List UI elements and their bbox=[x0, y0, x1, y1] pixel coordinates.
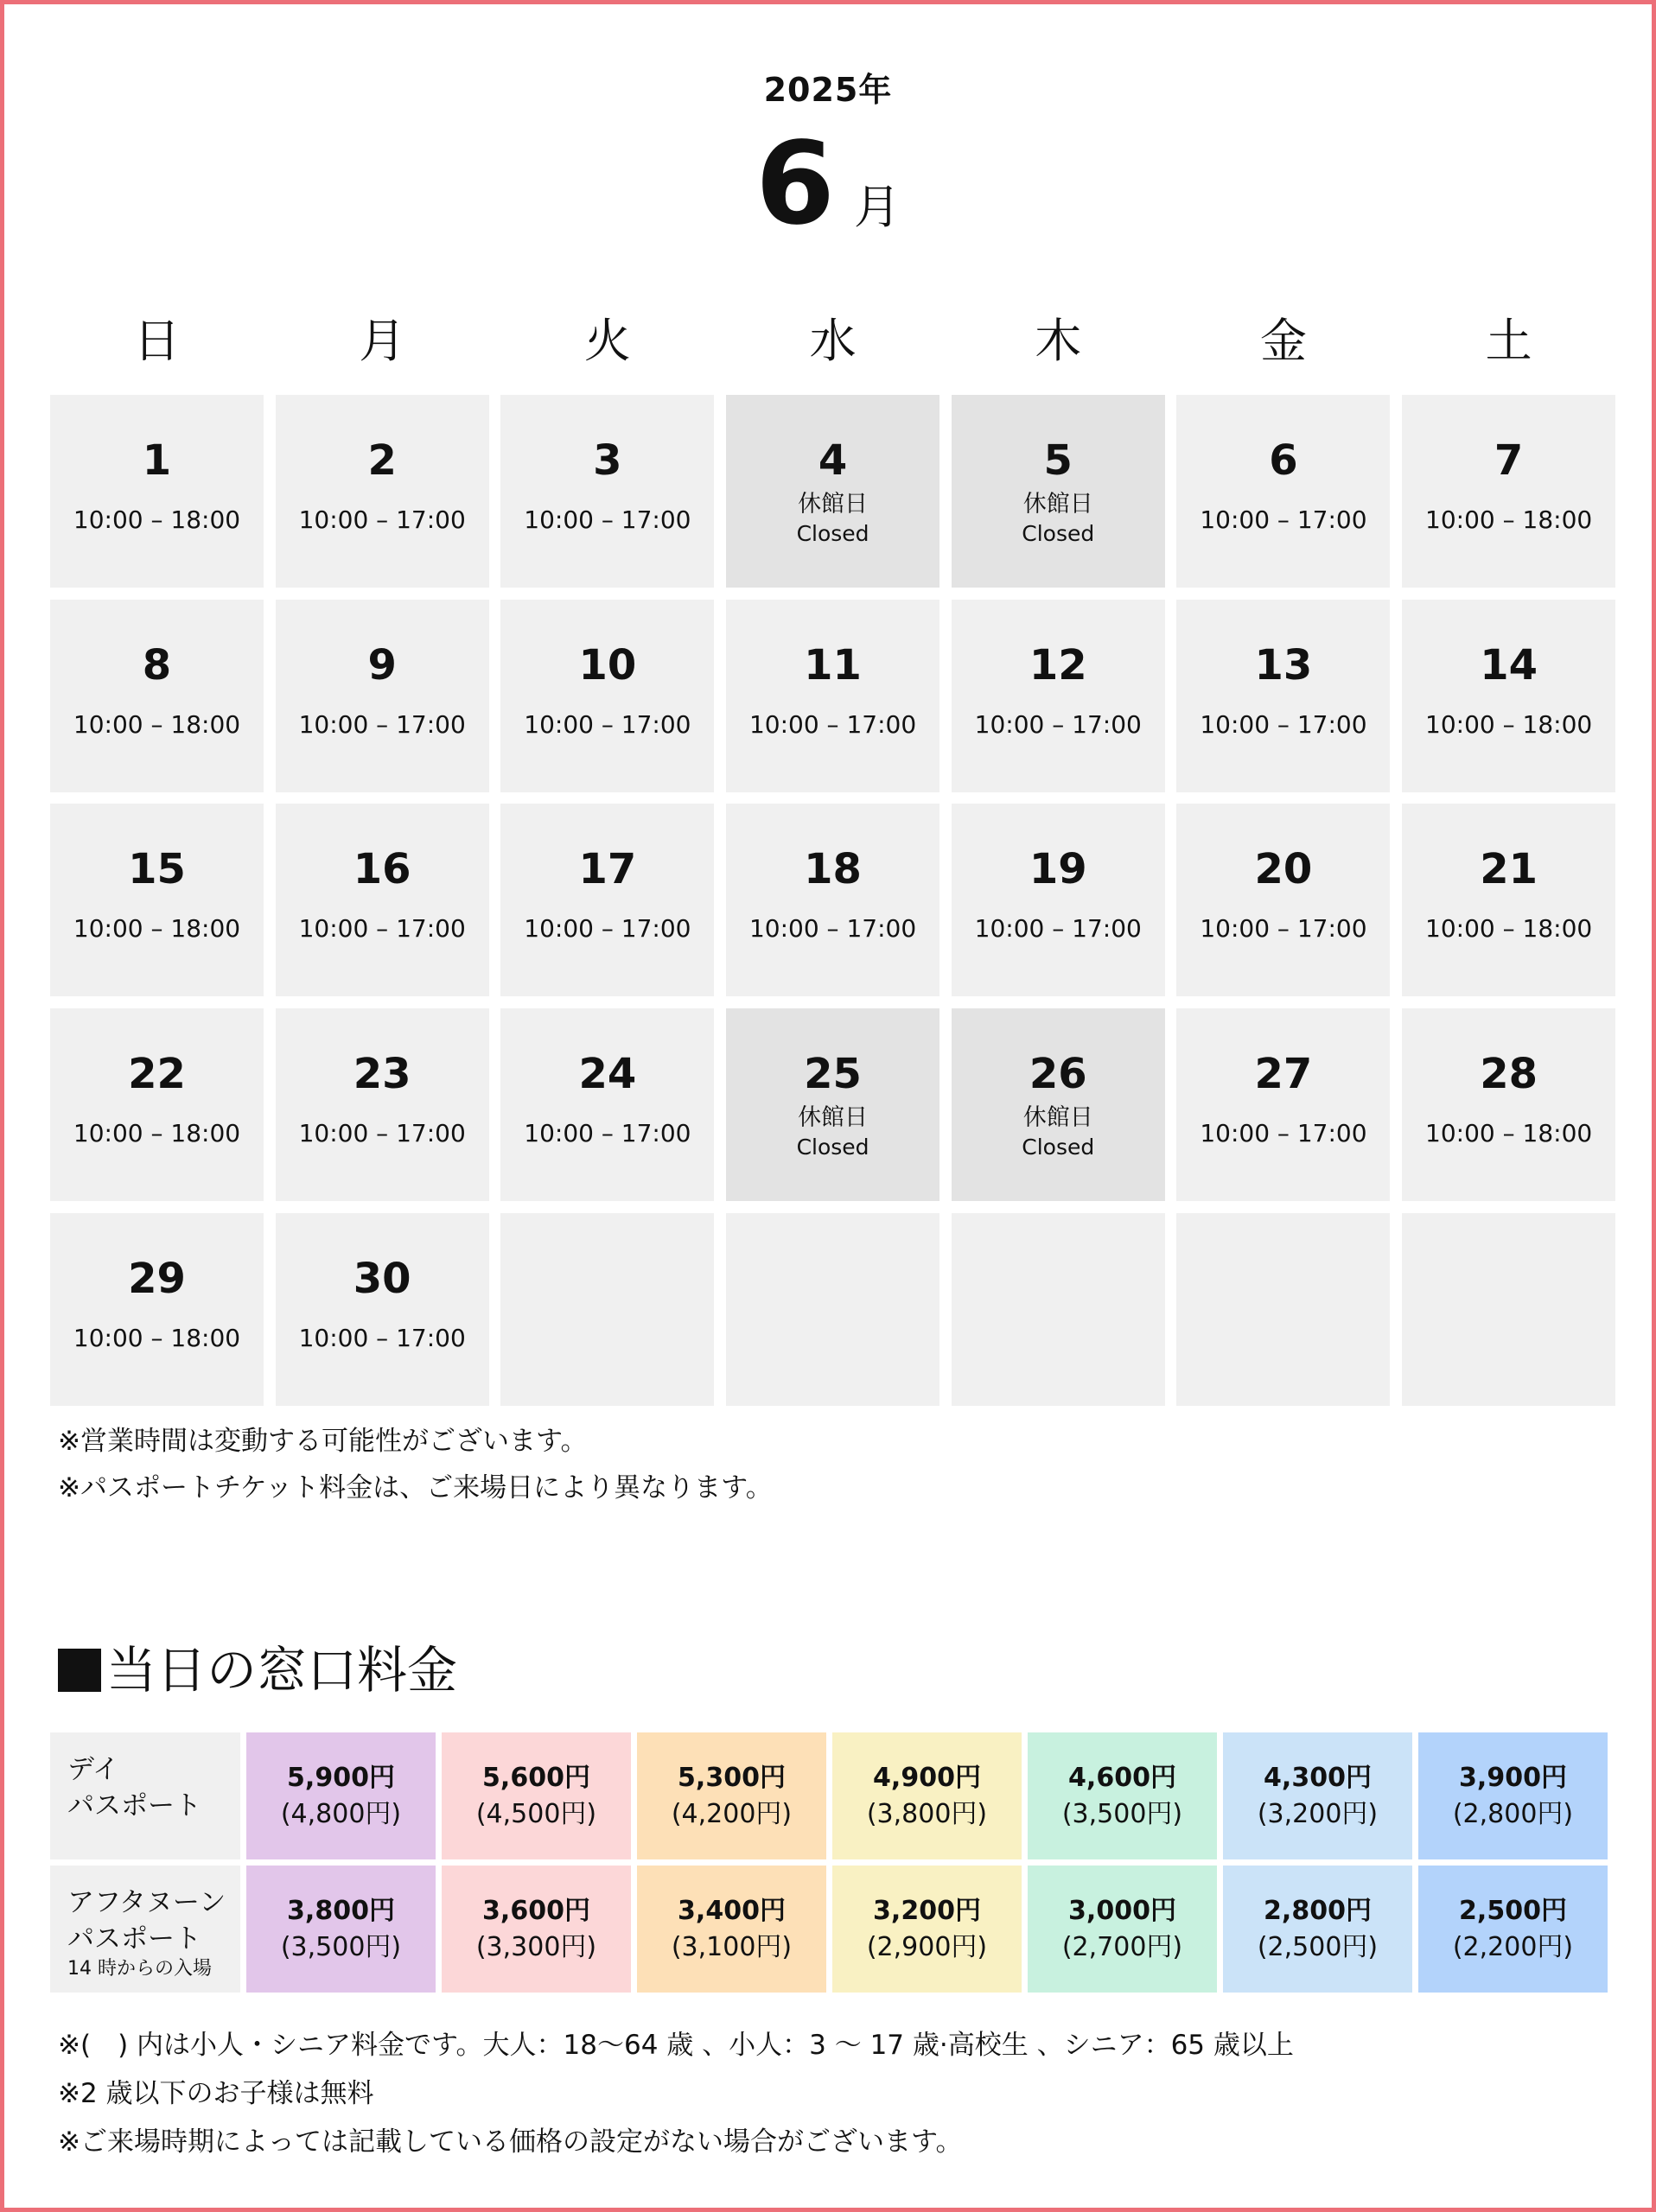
day-number: 23 bbox=[353, 1050, 411, 1099]
closed-label-en: Closed bbox=[1022, 1135, 1095, 1160]
day-cell[interactable] bbox=[726, 1008, 939, 1201]
opening-hours: 10:00 – 18:00 bbox=[73, 914, 241, 944]
opening-hours: 10:00 – 18:00 bbox=[73, 1323, 241, 1352]
opening-hours: 10:00 – 17:00 bbox=[1200, 914, 1367, 944]
child-senior-price: (3,100円) bbox=[671, 1931, 793, 1962]
adult-price: 3,000円 bbox=[1068, 1895, 1176, 1926]
price-cell bbox=[246, 1732, 436, 1859]
day-cell[interactable] bbox=[1402, 804, 1615, 996]
weekday-label: 水 bbox=[809, 314, 857, 368]
day-cell[interactable] bbox=[726, 804, 939, 996]
child-senior-price: (3,500円) bbox=[1061, 1798, 1183, 1829]
price-cell bbox=[637, 1866, 826, 1993]
adult-price: 4,300円 bbox=[1264, 1762, 1372, 1793]
day-number: 4 bbox=[818, 436, 848, 485]
adult-price: 4,600円 bbox=[1068, 1762, 1176, 1793]
day-number: 13 bbox=[1254, 640, 1313, 690]
day-number: 12 bbox=[1029, 640, 1087, 690]
opening-hours: 10:00 – 17:00 bbox=[298, 914, 466, 944]
day-cell[interactable] bbox=[500, 1008, 714, 1201]
opening-hours: 10:00 – 18:00 bbox=[73, 709, 241, 739]
price-cell bbox=[832, 1732, 1022, 1859]
day-cell[interactable] bbox=[1402, 395, 1615, 588]
child-senior-price: (4,500円) bbox=[475, 1798, 597, 1829]
day-cell[interactable] bbox=[1176, 804, 1390, 996]
day-number: 30 bbox=[353, 1254, 411, 1303]
day-cell[interactable] bbox=[1402, 600, 1615, 792]
day-number: 2 bbox=[367, 436, 397, 485]
price-cell bbox=[442, 1732, 631, 1859]
adult-price: 3,600円 bbox=[482, 1895, 590, 1926]
empty-day-cell bbox=[726, 1213, 939, 1406]
day-cell[interactable] bbox=[276, 395, 489, 588]
empty-day-cell bbox=[1402, 1213, 1615, 1406]
day-cell[interactable] bbox=[276, 804, 489, 996]
day-cell[interactable] bbox=[952, 600, 1165, 792]
opening-hours: 10:00 – 17:00 bbox=[974, 709, 1142, 739]
opening-hours: 10:00 – 18:00 bbox=[1425, 505, 1593, 534]
day-number: 25 bbox=[804, 1050, 862, 1099]
day-number: 27 bbox=[1254, 1050, 1313, 1099]
opening-hours: 10:00 – 17:00 bbox=[298, 1119, 466, 1148]
day-cell[interactable] bbox=[726, 395, 939, 588]
opening-hours: 10:00 – 17:00 bbox=[524, 709, 691, 739]
day-cell[interactable] bbox=[726, 600, 939, 792]
weekday-label: 月 bbox=[359, 314, 406, 368]
opening-hours: 10:00 – 17:00 bbox=[524, 1119, 691, 1148]
closed-label-jp: 休館日 bbox=[1022, 491, 1093, 518]
closed-label-en: Closed bbox=[796, 1135, 869, 1160]
day-number: 1 bbox=[142, 436, 172, 485]
price-cell bbox=[832, 1866, 1022, 1993]
weekday-label: 土 bbox=[1485, 314, 1532, 368]
adult-price: 4,900円 bbox=[873, 1762, 981, 1793]
day-cell[interactable] bbox=[1176, 1008, 1390, 1201]
adult-price: 3,200円 bbox=[873, 1895, 981, 1926]
day-number: 15 bbox=[128, 845, 186, 894]
day-number: 10 bbox=[578, 640, 637, 690]
month-heading bbox=[4, 118, 1652, 251]
weekday-label: 火 bbox=[583, 314, 631, 368]
day-cell[interactable] bbox=[500, 395, 714, 588]
opening-hours: 10:00 – 17:00 bbox=[524, 505, 691, 534]
day-cell[interactable] bbox=[952, 804, 1165, 996]
day-number: 11 bbox=[804, 640, 862, 690]
opening-hours: 10:00 – 17:00 bbox=[298, 709, 466, 739]
child-senior-price: (2,700円) bbox=[1061, 1931, 1183, 1962]
calendar-note: ※パスポートチケット料金は、ご来場日により異なります。 bbox=[58, 1472, 773, 1503]
adult-price: 3,400円 bbox=[678, 1895, 786, 1926]
price-cell bbox=[1028, 1732, 1217, 1859]
ticket-type-note: 14 時からの入場 bbox=[67, 1958, 212, 1980]
day-number: 7 bbox=[1494, 436, 1524, 485]
opening-hours: 10:00 – 18:00 bbox=[1425, 914, 1593, 944]
child-senior-price: (4,200円) bbox=[671, 1798, 793, 1829]
child-senior-price: (3,300円) bbox=[475, 1931, 597, 1962]
child-senior-price: (2,500円) bbox=[1257, 1931, 1379, 1962]
day-cell[interactable] bbox=[50, 600, 264, 792]
day-number: 28 bbox=[1480, 1050, 1538, 1099]
month-suffix: 月 bbox=[853, 180, 901, 234]
month-number: 6 bbox=[755, 118, 835, 251]
opening-hours: 10:00 – 18:00 bbox=[1425, 1119, 1593, 1148]
adult-price: 3,900円 bbox=[1459, 1762, 1567, 1793]
adult-price: 5,900円 bbox=[287, 1762, 395, 1793]
opening-hours: 10:00 – 17:00 bbox=[974, 914, 1142, 944]
day-number: 24 bbox=[578, 1050, 637, 1099]
square-bullet-icon bbox=[58, 1649, 101, 1692]
price-cell bbox=[442, 1866, 631, 1993]
day-cell[interactable] bbox=[500, 804, 714, 996]
price-cell bbox=[1223, 1866, 1412, 1993]
empty-day-cell bbox=[952, 1213, 1165, 1406]
opening-hours: 10:00 – 17:00 bbox=[1200, 1119, 1367, 1148]
ticket-type-line: パスポート bbox=[67, 1790, 201, 1821]
pricing-note: ※( ) 内は小人・シニア料金です。大人：18〜64 歳 、小人：3 〜 17 歳·高校生 、シニア：65 歳以上 bbox=[58, 2030, 1294, 2061]
opening-hours: 10:00 – 18:00 bbox=[1425, 709, 1593, 739]
day-number: 8 bbox=[142, 640, 172, 690]
opening-hours: 10:00 – 18:00 bbox=[73, 1119, 241, 1148]
child-senior-price: (4,800円) bbox=[280, 1798, 402, 1829]
child-senior-price: (3,500円) bbox=[280, 1931, 402, 1962]
day-number: 3 bbox=[593, 436, 622, 485]
calendar-notes bbox=[58, 1418, 1614, 1511]
opening-hours: 10:00 – 17:00 bbox=[298, 1323, 466, 1352]
adult-price: 2,500円 bbox=[1459, 1895, 1567, 1926]
day-cell[interactable] bbox=[1402, 1008, 1615, 1201]
child-senior-price: (3,200円) bbox=[1257, 1798, 1379, 1829]
opening-hours: 10:00 – 17:00 bbox=[524, 914, 691, 944]
day-cell[interactable] bbox=[276, 1213, 489, 1406]
day-number: 29 bbox=[128, 1254, 186, 1303]
closed-label-jp: 休館日 bbox=[1022, 1104, 1093, 1132]
opening-hours: 10:00 – 17:00 bbox=[748, 914, 917, 944]
day-number: 14 bbox=[1480, 640, 1538, 690]
day-cell[interactable] bbox=[500, 600, 714, 792]
day-number: 16 bbox=[353, 845, 411, 894]
pricing-notes bbox=[58, 2021, 1614, 2166]
price-cell bbox=[1418, 1732, 1608, 1859]
day-cell[interactable] bbox=[952, 1008, 1165, 1201]
closed-label-en: Closed bbox=[1022, 521, 1095, 546]
price-cell bbox=[246, 1866, 436, 1993]
day-number: 5 bbox=[1043, 436, 1073, 485]
pricing-note: ※ご来場時期によっては記載している価格の設定がない場合がございます。 bbox=[58, 2126, 963, 2158]
ticket-type-cell bbox=[50, 1866, 240, 1993]
day-cell[interactable] bbox=[1176, 600, 1390, 792]
opening-hours: 10:00 – 17:00 bbox=[1200, 505, 1367, 534]
opening-hours: 10:00 – 17:00 bbox=[1200, 709, 1367, 739]
price-cell bbox=[1223, 1732, 1412, 1859]
child-senior-price: (2,800円) bbox=[1452, 1798, 1574, 1829]
ticket-type-line: パスポート bbox=[67, 1923, 201, 1955]
empty-day-cell bbox=[500, 1213, 714, 1406]
ticket-type-line: デイ bbox=[67, 1754, 119, 1785]
adult-price: 5,300円 bbox=[678, 1762, 786, 1793]
pricing-section-title bbox=[58, 1636, 457, 1705]
price-cell bbox=[1028, 1866, 1217, 1993]
day-number: 18 bbox=[804, 845, 862, 894]
weekday-label: 日 bbox=[133, 314, 181, 368]
child-senior-price: (2,900円) bbox=[866, 1931, 988, 1962]
closed-label-jp: 休館日 bbox=[798, 491, 869, 518]
day-cell[interactable] bbox=[50, 1213, 264, 1406]
day-number: 26 bbox=[1029, 1050, 1087, 1099]
ticket-type-cell bbox=[50, 1732, 240, 1859]
day-cell[interactable] bbox=[276, 600, 489, 792]
adult-price: 3,800円 bbox=[287, 1895, 395, 1926]
weekday-header bbox=[50, 307, 1615, 376]
day-cell[interactable] bbox=[952, 395, 1165, 588]
day-number: 20 bbox=[1254, 845, 1313, 894]
pricing-note: ※2 歳以下のお子様は無料 bbox=[58, 2078, 374, 2109]
adult-price: 5,600円 bbox=[482, 1762, 590, 1793]
day-number: 19 bbox=[1029, 845, 1087, 894]
day-cell[interactable] bbox=[276, 1008, 489, 1201]
day-number: 21 bbox=[1480, 845, 1538, 894]
empty-day-cell bbox=[1176, 1213, 1390, 1406]
opening-hours: 10:00 – 17:00 bbox=[748, 709, 917, 739]
price-table bbox=[50, 1732, 1615, 1993]
day-cell[interactable] bbox=[50, 1008, 264, 1201]
year-label: 2025年 bbox=[763, 71, 893, 109]
day-number: 22 bbox=[128, 1050, 186, 1099]
price-cell bbox=[637, 1732, 826, 1859]
price-cell bbox=[1418, 1866, 1608, 1993]
closed-label-jp: 休館日 bbox=[798, 1104, 869, 1132]
calendar-note: ※営業時間は変動する可能性がございます。 bbox=[58, 1426, 588, 1457]
pricing-title-text: 当日の窓口料金 bbox=[106, 1641, 458, 1700]
child-senior-price: (2,200円) bbox=[1452, 1931, 1574, 1962]
opening-hours: 10:00 – 17:00 bbox=[298, 505, 466, 534]
day-number: 6 bbox=[1269, 436, 1298, 485]
day-number: 9 bbox=[367, 640, 397, 690]
day-cell[interactable] bbox=[1176, 395, 1390, 588]
day-number: 17 bbox=[578, 845, 637, 894]
closed-label-en: Closed bbox=[796, 521, 869, 546]
opening-hours: 10:00 – 18:00 bbox=[73, 505, 241, 534]
ticket-type-line: アフタヌーン bbox=[67, 1887, 226, 1918]
day-cell[interactable] bbox=[50, 804, 264, 996]
weekday-label: 金 bbox=[1259, 314, 1307, 368]
weekday-label: 木 bbox=[1035, 314, 1082, 368]
calendar-grid bbox=[50, 395, 1615, 1402]
adult-price: 2,800円 bbox=[1264, 1895, 1372, 1926]
day-cell[interactable] bbox=[50, 395, 264, 588]
child-senior-price: (3,800円) bbox=[866, 1798, 988, 1829]
